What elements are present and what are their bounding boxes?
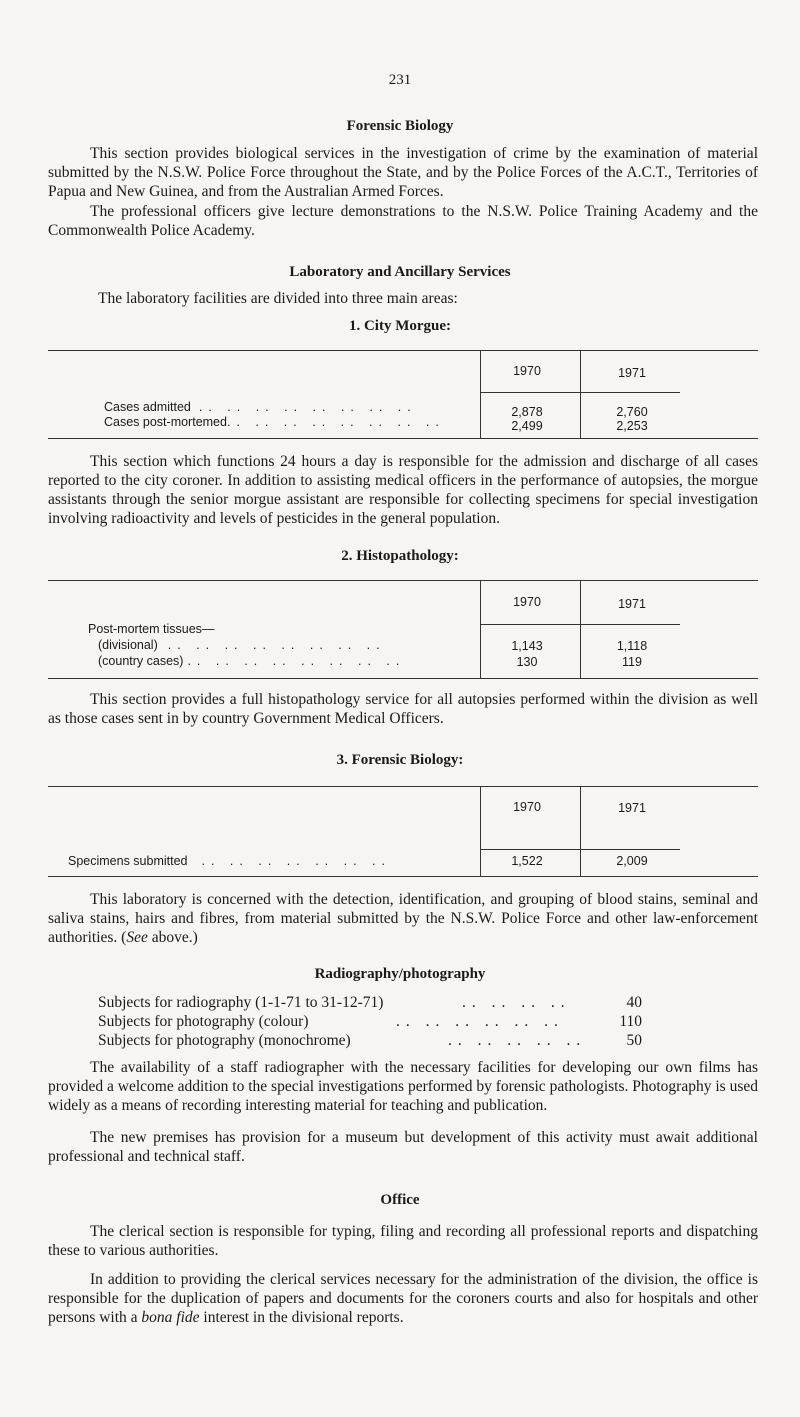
table-cell: 1,522 bbox=[511, 854, 543, 868]
table-divider bbox=[580, 786, 581, 876]
table-row-label: Cases admitted .. .. .. .. .. .. .. .. bbox=[104, 400, 417, 414]
histo-heading: 2. Histopathology: bbox=[341, 548, 459, 564]
radio-paragraph-1: The availability of a staff radiographer with the necessary facilities for developing our own films has provided a welcome addition to the special investigations performed by forensic pathologists. Photography is used widely as a means of recording interesting material for teaching and publication. bbox=[48, 1059, 758, 1114]
list-item-label: Subjects for photography (colour) bbox=[98, 1013, 309, 1030]
radio-paragraph-2: The new premises has provision for a museum but development of this activity must await additional professional and technical staff. bbox=[48, 1129, 758, 1165]
table-cell: 2,253 bbox=[616, 419, 648, 433]
leader-dots: .. .. .. .. .. .. bbox=[396, 1013, 564, 1030]
header-rule bbox=[480, 624, 680, 625]
column-header-1970: 1970 bbox=[513, 800, 541, 814]
forensic-heading: 3. Forensic Biology: bbox=[336, 752, 464, 768]
table-row-label: (divisional) .. .. .. .. .. .. .. .. bbox=[98, 638, 386, 652]
office-paragraph-1: The clerical section is responsible for typing, filing and recording all professional reports and dispatching these to various authorities. bbox=[48, 1223, 758, 1259]
table-rule bbox=[48, 438, 758, 439]
table-rule bbox=[48, 876, 758, 877]
table-cell: 130 bbox=[516, 655, 538, 669]
header-rule bbox=[480, 849, 680, 850]
column-header-1970: 1970 bbox=[513, 595, 541, 609]
table-cell: 2,009 bbox=[616, 854, 648, 868]
list-item-value: 50 bbox=[626, 1032, 642, 1049]
table-divider bbox=[480, 786, 481, 876]
header-rule bbox=[480, 392, 680, 393]
intro-paragraph-1: This section provides biological services in the investigation of crime by the examination of material submitted by the N.S.W. Police Force throughout the State, and by the Police Forces of the A.C.T., Territories of Papua and New Guinea, and from the Australian Armed Forces. bbox=[48, 145, 758, 200]
table-cell: 1,118 bbox=[616, 639, 648, 653]
section-title: Forensic Biology bbox=[346, 118, 454, 134]
table-divider bbox=[580, 350, 581, 438]
table-cell: 2,499 bbox=[511, 419, 543, 433]
intro-paragraph-2: The professional officers give lecture demonstrations to the N.S.W. Police Training Academy and the Commonwealth Police Academy. bbox=[48, 203, 758, 239]
table-cell: 1,143 bbox=[511, 639, 543, 653]
table-rule bbox=[48, 580, 758, 581]
leader-dots: .. .. .. .. .. bbox=[448, 1032, 587, 1049]
table-divider bbox=[480, 580, 481, 678]
table-row-label: Specimens submitted .. .. .. .. .. .. .. bbox=[68, 854, 391, 868]
table-cell: 2,760 bbox=[616, 405, 648, 419]
column-header-1971: 1971 bbox=[618, 801, 646, 815]
office-paragraph-2: In addition to providing the clerical services necessary for the administration of the division, the office is responsible for the duplication of papers and documents for the coroners courts and also for hospitals and other persons with a bona fide interest in the divisional reports. bbox=[48, 1271, 758, 1326]
emphasis: See bbox=[126, 929, 148, 946]
lab-intro: The laboratory facilities are divided into three main areas: bbox=[98, 290, 458, 307]
column-header-1971: 1971 bbox=[618, 366, 646, 380]
table-divider bbox=[480, 350, 481, 438]
emphasis: bona fide bbox=[141, 1309, 200, 1326]
table-rule bbox=[48, 678, 758, 679]
office-heading: Office bbox=[380, 1192, 420, 1208]
morgue-paragraph: This section which functions 24 hours a day is responsible for the admission and discharge of all cases reported to the city coroner. In addition to assisting medical officers in the performance of autopsies, the morgue assistants through the senior morgue assistant are responsible for collecting specimens for special investigation involving radioactivity and levels of pesticides in the general population. bbox=[48, 453, 758, 527]
table-cell: 2,878 bbox=[511, 405, 543, 419]
forensic-paragraph: This laboratory is concerned with the detection, identification, and grouping of blood stains, seminal and saliva stains, hairs and fibres, from material submitted by the N.S.W. Police Force and other law-enforcement authorities. (See above.) bbox=[48, 891, 758, 946]
column-header-1970: 1970 bbox=[513, 364, 541, 378]
table-row-label: (country cases) .. .. .. .. .. .. .. .. bbox=[98, 654, 406, 668]
table-rule bbox=[48, 350, 758, 351]
table-rule bbox=[48, 786, 758, 787]
list-item-label: Subjects for radiography (1-1-71 to 31-12-71) bbox=[98, 994, 384, 1011]
table-divider bbox=[580, 580, 581, 678]
table-cell: 119 bbox=[622, 655, 642, 669]
page-number: 231 bbox=[388, 72, 412, 88]
list-item-value: 40 bbox=[626, 994, 642, 1011]
leader-dots: .. .. .. .. bbox=[462, 994, 571, 1011]
lab-heading: Laboratory and Ancillary Services bbox=[289, 264, 511, 280]
morgue-heading: 1. City Morgue: bbox=[348, 318, 452, 334]
list-item-value: 110 bbox=[619, 1013, 642, 1030]
table-group-label: Post-mortem tissues— bbox=[88, 622, 215, 636]
list-item-label: Subjects for photography (monochrome) bbox=[98, 1032, 351, 1049]
radio-heading: Radiography/photography bbox=[314, 966, 486, 982]
column-header-1971: 1971 bbox=[618, 597, 646, 611]
table-row-label: Cases post-mortemed.. .. .. .. .. .. .. .. bbox=[104, 415, 445, 429]
histo-paragraph: This section provides a full histopathology service for all autopsies performed within the division as well as those cases sent in by country Government Medical Officers. bbox=[48, 691, 758, 727]
